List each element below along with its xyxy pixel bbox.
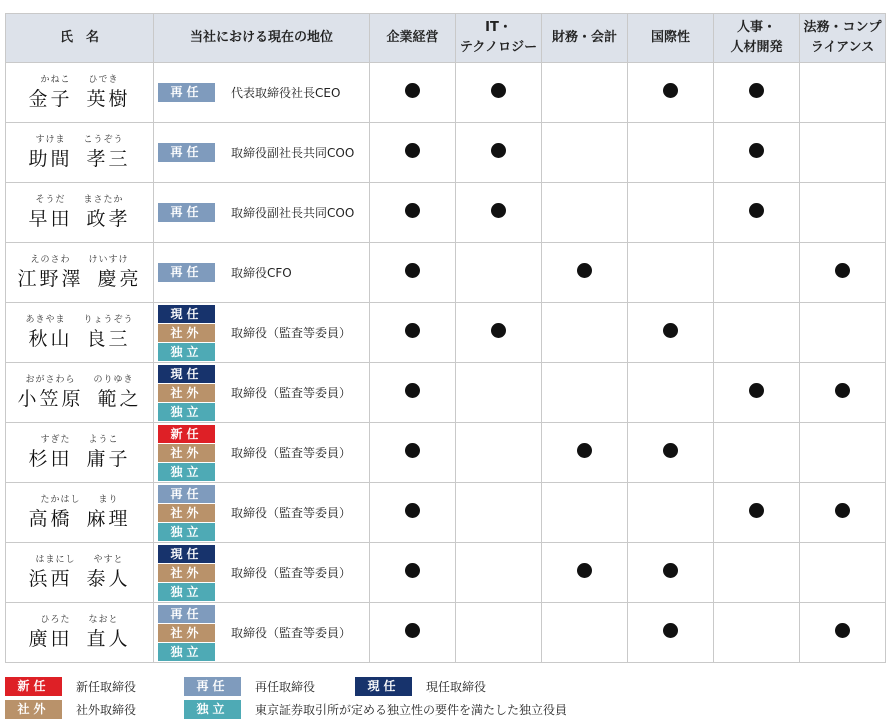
header-line: IT・ (485, 20, 512, 35)
status-badge-shagai: 社外 (158, 624, 215, 642)
skill-dot-icon (405, 143, 420, 158)
director-name-cell (6, 363, 154, 423)
skill-cell (628, 63, 714, 123)
skill-dot-icon (749, 383, 764, 398)
status-badge-shagai: 社外 (158, 564, 215, 582)
position-title: 取締役（監査等委員） (231, 566, 352, 580)
header-international (628, 14, 714, 63)
position-title: 取締役（監査等委員） (231, 446, 352, 460)
skill-dot-icon (491, 83, 506, 98)
position-cell (154, 483, 370, 543)
skill-cell (542, 183, 628, 243)
director-name (6, 326, 153, 352)
status-badge-dokuritsu: 独立 (158, 643, 215, 661)
skill-cell (456, 543, 542, 603)
director-name-cell (6, 123, 154, 183)
status-badge-saiin: 再任 (158, 485, 215, 503)
position-title: 取締役（監査等委員） (231, 386, 352, 400)
status-badge-saiin: 再任 (158, 83, 215, 102)
skill-dot-icon (835, 623, 850, 638)
family-name: 杉田 (28, 447, 73, 470)
header-line: 企業経営 (386, 30, 439, 45)
name-ruby (6, 194, 153, 206)
family-name: 早田 (28, 207, 73, 230)
skill-dot-icon (749, 143, 764, 158)
status-badge-dokuritsu: 独立 (158, 463, 215, 481)
status-badges (158, 425, 215, 481)
skill-dot-icon (405, 203, 420, 218)
given-name: 庸子 (86, 447, 131, 470)
director-name-cell (6, 423, 154, 483)
skill-cell (456, 603, 542, 663)
legend-label: 新任取締役 (76, 679, 137, 694)
skill-dot-icon (491, 323, 506, 338)
skill-cell (714, 183, 800, 243)
given-name: 慶亮 (97, 267, 142, 290)
skill-cell (714, 363, 800, 423)
ruby-text: こうぞう (83, 134, 124, 145)
skill-cell (628, 183, 714, 243)
status-badge-genin: 現任 (158, 365, 215, 383)
skill-cell (714, 123, 800, 183)
skill-cell (714, 603, 800, 663)
header-line: テクノロジー (459, 40, 538, 55)
table-row (6, 63, 886, 123)
family-name: 高橋 (28, 507, 73, 530)
ruby-text: ようこ (88, 434, 119, 445)
position-cell (154, 363, 370, 423)
skill-cell (628, 363, 714, 423)
ruby-text: けいすけ (88, 254, 129, 265)
skill-cell (370, 183, 456, 243)
skill-cell (800, 183, 886, 243)
name-ruby (6, 554, 153, 566)
skill-dot-icon (405, 383, 420, 398)
table-row (6, 543, 886, 603)
skill-cell (628, 603, 714, 663)
position-title: 取締役副社長共同COO (231, 146, 355, 160)
skill-cell (628, 423, 714, 483)
skill-dot-icon (405, 563, 420, 578)
status-badge-shagai: 社外 (158, 504, 215, 522)
skill-cell (542, 303, 628, 363)
family-name: 助間 (28, 147, 73, 170)
director-name-cell (6, 543, 154, 603)
skill-cell (800, 483, 886, 543)
skill-cell (800, 63, 886, 123)
skill-cell (800, 303, 886, 363)
position-cell (154, 183, 370, 243)
given-name: 政孝 (86, 207, 131, 230)
family-name: 廣田 (28, 627, 73, 650)
position-cell (154, 543, 370, 603)
status-badges (158, 605, 215, 661)
position-cell (154, 303, 370, 363)
legend-label: 社外取締役 (76, 702, 137, 717)
legend-badge-shagai: 社外 (5, 700, 62, 719)
ruby-text: たかはし (40, 494, 81, 505)
given-name: 泰人 (86, 567, 131, 590)
table-body (6, 63, 886, 663)
skill-cell (456, 303, 542, 363)
name-ruby (6, 74, 153, 86)
skill-dot-icon (405, 323, 420, 338)
skill-cell (800, 423, 886, 483)
header-line: 氏 名 (59, 30, 99, 45)
ruby-text: りょうぞう (83, 314, 134, 325)
skill-cell (628, 303, 714, 363)
ruby-text: まさたか (83, 194, 124, 205)
legend (5, 676, 885, 722)
legend-row (5, 676, 885, 696)
skill-dot-icon (405, 263, 420, 278)
header-position (154, 14, 370, 63)
ruby-text: おがさわら (25, 374, 76, 385)
skill-dot-icon (663, 323, 678, 338)
family-name: 金子 (28, 87, 73, 110)
header-it (456, 14, 542, 63)
header-line: 国際性 (650, 30, 690, 45)
skill-cell (456, 243, 542, 303)
director-name (6, 386, 153, 412)
skill-cell (370, 483, 456, 543)
family-name: 江野澤 (17, 267, 84, 290)
skill-cell (542, 363, 628, 423)
skill-dot-icon (405, 503, 420, 518)
skill-cell (542, 243, 628, 303)
skill-cell (542, 483, 628, 543)
legend-row (5, 699, 885, 719)
skill-cell (542, 123, 628, 183)
director-name-cell (6, 63, 154, 123)
status-badge-dokuritsu: 独立 (158, 343, 215, 361)
ruby-text: のりゆき (93, 374, 134, 385)
skill-cell (628, 543, 714, 603)
family-name: 秋山 (28, 327, 73, 350)
position-wrap (158, 143, 369, 162)
skill-dot-icon (663, 83, 678, 98)
position-title: 取締役（監査等委員） (231, 626, 352, 640)
position-wrap (158, 425, 369, 481)
name-ruby (6, 134, 153, 146)
skill-dot-icon (663, 623, 678, 638)
header-line: 財務・会計 (551, 30, 617, 45)
status-badge-genin: 現任 (158, 305, 215, 323)
skill-dot-icon (835, 263, 850, 278)
legend-badge-dokuritsu: 独立 (184, 700, 241, 719)
skill-cell (456, 483, 542, 543)
skill-dot-icon (405, 83, 420, 98)
legend-badge-genin: 現任 (355, 677, 412, 696)
status-badge-dokuritsu: 独立 (158, 523, 215, 541)
legend-label: 東京証券取引所が定める独立性の要件を満たした独立役員 (255, 702, 568, 717)
skill-cell (714, 303, 800, 363)
position-wrap (158, 305, 369, 361)
given-name: 英樹 (86, 87, 131, 110)
director-name (6, 266, 153, 292)
director-name-cell (6, 483, 154, 543)
status-badge-dokuritsu: 独立 (158, 403, 215, 421)
status-badge-saiin: 再任 (158, 263, 215, 282)
director-name-cell (6, 603, 154, 663)
header-line: 当社における現在の地位 (189, 30, 333, 45)
header-management (370, 14, 456, 63)
position-title: 代表取締役社長CEO (231, 86, 341, 100)
status-badge-saiin: 再任 (158, 203, 215, 222)
ruby-text: ひろた (40, 614, 71, 625)
given-name: 良三 (86, 327, 131, 350)
skill-dot-icon (663, 443, 678, 458)
family-name: 小笠原 (17, 387, 84, 410)
status-badge-shinin: 新任 (158, 425, 215, 443)
skill-cell (456, 183, 542, 243)
position-title: 取締役（監査等委員） (231, 506, 352, 520)
header-legal (800, 14, 886, 63)
skill-cell (800, 243, 886, 303)
director-name (6, 146, 153, 172)
skill-cell (370, 123, 456, 183)
status-badges (158, 365, 215, 421)
position-cell (154, 243, 370, 303)
name-ruby (6, 494, 153, 506)
skill-cell (370, 423, 456, 483)
skill-cell (628, 483, 714, 543)
status-badges (158, 203, 215, 222)
skill-dot-icon (491, 143, 506, 158)
status-badge-saiin: 再任 (158, 605, 215, 623)
director-name (6, 446, 153, 472)
director-name (6, 86, 153, 112)
skill-cell (714, 543, 800, 603)
skill-dot-icon (577, 563, 592, 578)
skill-dot-icon (491, 203, 506, 218)
position-wrap (158, 545, 369, 601)
skill-dot-icon (663, 563, 678, 578)
table-row (6, 123, 886, 183)
skill-cell (714, 423, 800, 483)
status-badge-dokuritsu: 独立 (158, 583, 215, 601)
director-name (6, 206, 153, 232)
ruby-text: はまにし (35, 554, 76, 565)
director-name (6, 566, 153, 592)
header-finance (542, 14, 628, 63)
skill-cell (370, 63, 456, 123)
skill-cell (542, 423, 628, 483)
table-row (6, 423, 886, 483)
status-badges (158, 305, 215, 361)
status-badge-shagai: 社外 (158, 384, 215, 402)
position-wrap (158, 605, 369, 661)
header-name (6, 14, 154, 63)
status-badges (158, 143, 215, 162)
table-row (6, 243, 886, 303)
position-title: 取締役CFO (231, 266, 292, 280)
skill-dot-icon (835, 383, 850, 398)
table-row (6, 303, 886, 363)
header-line: 人事・ (736, 20, 776, 35)
skill-dot-icon (577, 443, 592, 458)
director-name-cell (6, 183, 154, 243)
ruby-text: すぎた (40, 434, 71, 445)
skill-cell (456, 423, 542, 483)
skill-dot-icon (749, 83, 764, 98)
ruby-text: すけま (35, 134, 66, 145)
skill-cell (542, 543, 628, 603)
skill-cell (370, 543, 456, 603)
header-row (6, 14, 886, 63)
table-row (6, 603, 886, 663)
skill-cell (456, 63, 542, 123)
skill-dot-icon (577, 263, 592, 278)
position-wrap (158, 365, 369, 421)
status-badge-shagai: 社外 (158, 324, 215, 342)
status-badges (158, 83, 215, 102)
director-name-cell (6, 303, 154, 363)
skill-dot-icon (749, 203, 764, 218)
skill-cell (714, 63, 800, 123)
skill-cell (370, 243, 456, 303)
skill-cell (714, 243, 800, 303)
status-badges (158, 263, 215, 282)
director-name (6, 506, 153, 532)
ruby-text: ひでき (88, 74, 119, 85)
status-badge-saiin: 再任 (158, 143, 215, 162)
skill-cell (542, 63, 628, 123)
skill-cell (456, 123, 542, 183)
name-ruby (6, 614, 153, 626)
skill-cell (628, 243, 714, 303)
skill-dot-icon (749, 503, 764, 518)
given-name: 孝三 (86, 147, 131, 170)
position-title: 取締役（監査等委員） (231, 326, 352, 340)
ruby-text: あきやま (25, 314, 66, 325)
header-line: ライアンス (810, 40, 875, 55)
name-ruby (6, 314, 153, 326)
director-name-cell (6, 243, 154, 303)
position-cell (154, 603, 370, 663)
skill-dot-icon (405, 623, 420, 638)
legend-badge-saiin: 再任 (184, 677, 241, 696)
table-row (6, 363, 886, 423)
skill-matrix-table (5, 13, 886, 663)
status-badges (158, 485, 215, 541)
skill-cell (370, 363, 456, 423)
ruby-text: まり (98, 494, 119, 505)
position-wrap (158, 203, 369, 222)
header-line: 法務・コンプ (803, 20, 882, 35)
skill-cell (800, 543, 886, 603)
skill-dot-icon (835, 503, 850, 518)
status-badge-genin: 現任 (158, 545, 215, 563)
position-wrap (158, 485, 369, 541)
ruby-text: なおと (88, 614, 119, 625)
status-badges (158, 545, 215, 601)
skill-cell (714, 483, 800, 543)
name-ruby (6, 374, 153, 386)
given-name: 麻理 (86, 507, 131, 530)
skill-cell (542, 603, 628, 663)
status-badge-shagai: 社外 (158, 444, 215, 462)
position-cell (154, 423, 370, 483)
position-wrap (158, 83, 369, 102)
position-cell (154, 63, 370, 123)
skill-cell (800, 603, 886, 663)
given-name: 直人 (86, 627, 131, 650)
legend-badge-shinin: 新任 (5, 677, 62, 696)
skill-dot-icon (405, 443, 420, 458)
skill-cell (456, 363, 542, 423)
skill-cell (800, 363, 886, 423)
ruby-text: やすと (93, 554, 124, 565)
skill-cell (370, 303, 456, 363)
position-title: 取締役副社長共同COO (231, 206, 355, 220)
ruby-text: えのさわ (30, 254, 71, 265)
family-name: 浜西 (28, 567, 73, 590)
skill-cell (628, 123, 714, 183)
legend-label: 現任取締役 (426, 679, 487, 694)
name-ruby (6, 434, 153, 446)
skill-cell (370, 603, 456, 663)
given-name: 範之 (97, 387, 142, 410)
position-cell (154, 123, 370, 183)
table-row (6, 183, 886, 243)
name-ruby (6, 254, 153, 266)
ruby-text: かねこ (40, 74, 71, 85)
skill-cell (800, 123, 886, 183)
legend-label: 再任取締役 (255, 679, 316, 694)
table-row (6, 483, 886, 543)
header-hr (714, 14, 800, 63)
director-name (6, 626, 153, 652)
ruby-text: そうだ (35, 194, 66, 205)
position-wrap (158, 263, 369, 282)
header-line: 人材開発 (730, 40, 783, 55)
